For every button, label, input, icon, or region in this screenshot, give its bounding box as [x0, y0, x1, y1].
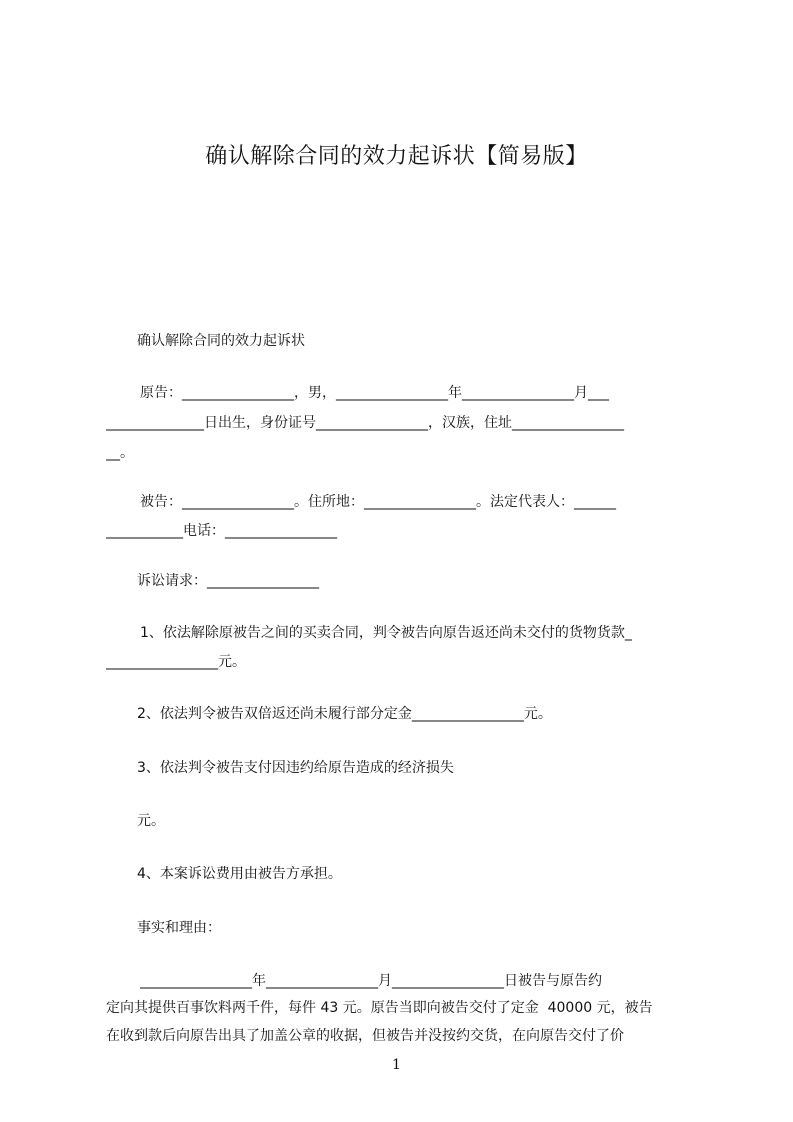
claim-1-line-1: 1、依法解除原被告之间的买卖合同，判令被告向原告返还尚未交付的货物货款_ — [140, 625, 632, 641]
claim-1-line-2: ________________元。 — [106, 654, 246, 670]
claim-4: 4、本案诉讼费用由被告方承担。 — [137, 866, 342, 882]
claim-3: 3、依法判令被告支付因违约给原告造成的经济损失 — [137, 760, 454, 776]
subheading: 确认解除合同的效力起诉状 — [137, 333, 305, 349]
text-line — [0, 986, 793, 1066]
plaintiff-line-2: ______________日出生，身份证号________________，汉族，住址________________ — [106, 415, 624, 431]
document-title: 确认解除合同的效力起诉状【简易版】 — [205, 144, 588, 169]
claim-2: 2、依法判令被告双倍返还尚未履行部分定金________________元。 — [137, 706, 552, 722]
facts-line-3: 在收到款后向原告出具了加盖公章的收据，但被告并没按约交货，在向原告交付了价 — [106, 1028, 624, 1044]
page-number: 1 — [392, 1057, 401, 1073]
claims-heading: 诉讼请求：________________ — [137, 573, 319, 589]
defendant-line-2: ___________电话：________________ — [106, 523, 337, 539]
plaintiff-line-3: __。 — [106, 445, 134, 461]
plaintiff-line-1: 原告：________________，男，________________年________________月___ — [140, 385, 609, 401]
facts-line-1: ________________年________________月________________日被告与原告约 — [140, 973, 602, 989]
facts-line-2: 定向其提供百事饮料两千件，每件 43 元。原告当即向被告交付了定金 40000 元，被告 — [106, 1000, 653, 1016]
claim-3-continued: 元。 — [137, 813, 165, 829]
facts-heading: 事实和理由： — [137, 920, 221, 936]
defendant-line-1: 被告：________________。住所地：________________。法定代表人：______ — [140, 494, 616, 510]
